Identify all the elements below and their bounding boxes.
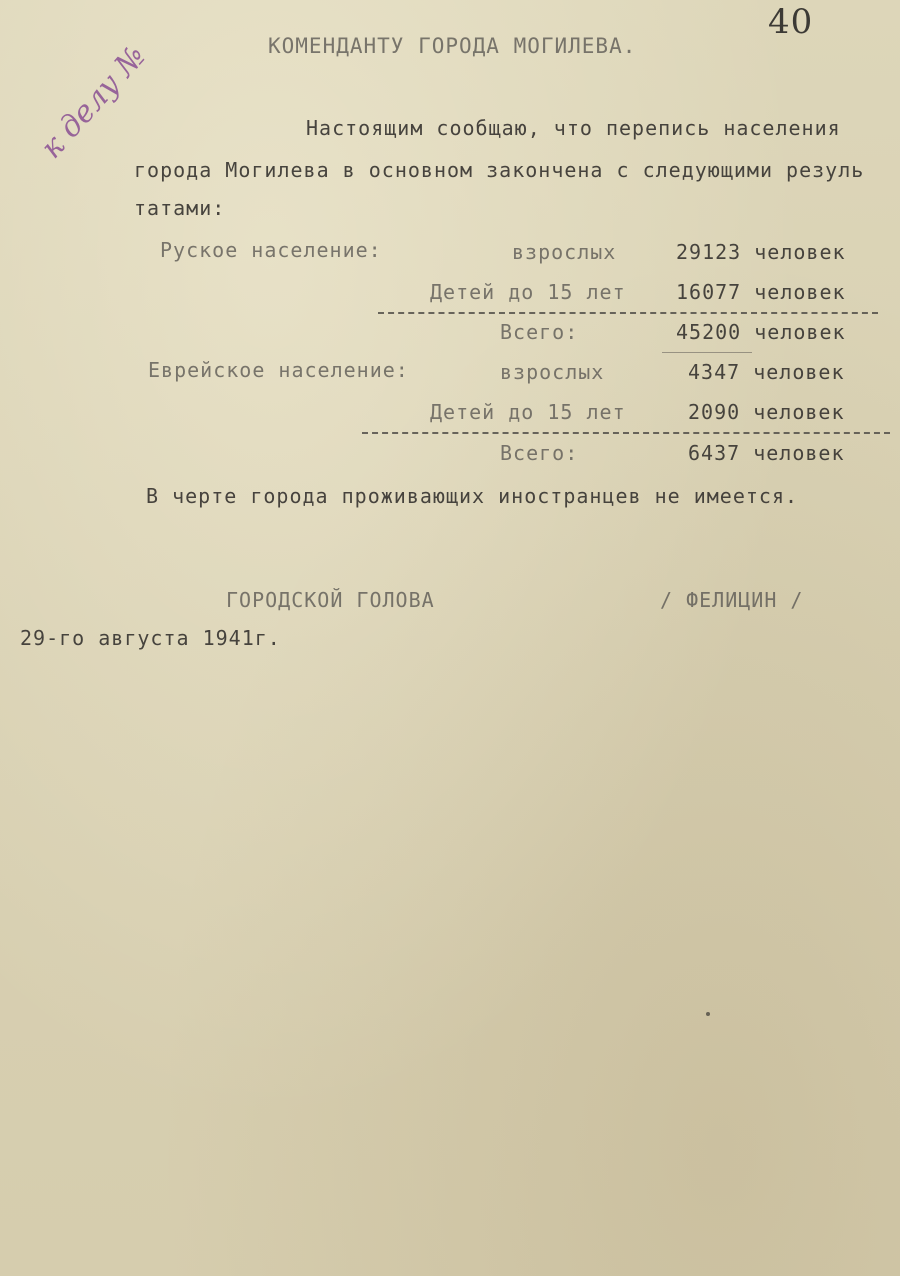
russian-children-value: 16077 человек [676,280,846,304]
signature-name: / ФЕЛИЦИН / [660,588,804,612]
paper-speck [706,1012,710,1016]
jewish-population-label: Еврейское население: [148,358,409,382]
body-line-3: татами: [134,196,226,220]
jewish-total-separator [362,432,890,434]
body-line-2: города Могилева в основном закончена с следующими резуль [134,158,865,182]
russian-total-underline [662,352,752,353]
russian-total-value: 45200 человек [676,320,846,344]
document-date: 29-го августа 1941г. [20,626,281,650]
body-line-1: Настоящим сообщаю, что перепись населения [306,116,841,140]
russian-children-label: Детей до 15 лет [430,280,626,304]
russian-adults-value: 29123 человек [676,240,846,264]
document-heading: КОМЕНДАНТУ ГОРОДА МОГИЛЕВА. [268,34,637,58]
signature-title: ГОРОДСКОЙ ГОЛОВА [226,588,435,612]
russian-total-separator [378,312,878,314]
jewish-adults-value: 4347 человек [688,360,845,384]
jewish-total-label: Всего: [500,441,579,465]
russian-adults-label: взрослых [512,240,617,264]
jewish-adults-label: взрослых [500,360,605,384]
jewish-total-value: 6437 человек [688,441,845,465]
jewish-children-value: 2090 человек [688,400,845,424]
russian-total-label: Всего: [500,320,579,344]
page-number: 40 [768,2,814,42]
russian-population-label: Руское население: [160,238,382,262]
jewish-children-label: Детей до 15 лет [430,400,626,424]
handwritten-annotation [24,38,174,210]
annotation-text: к делу № [34,38,153,166]
foreigners-statement: В черте города проживающих иностранцев не имеется. [146,484,799,508]
